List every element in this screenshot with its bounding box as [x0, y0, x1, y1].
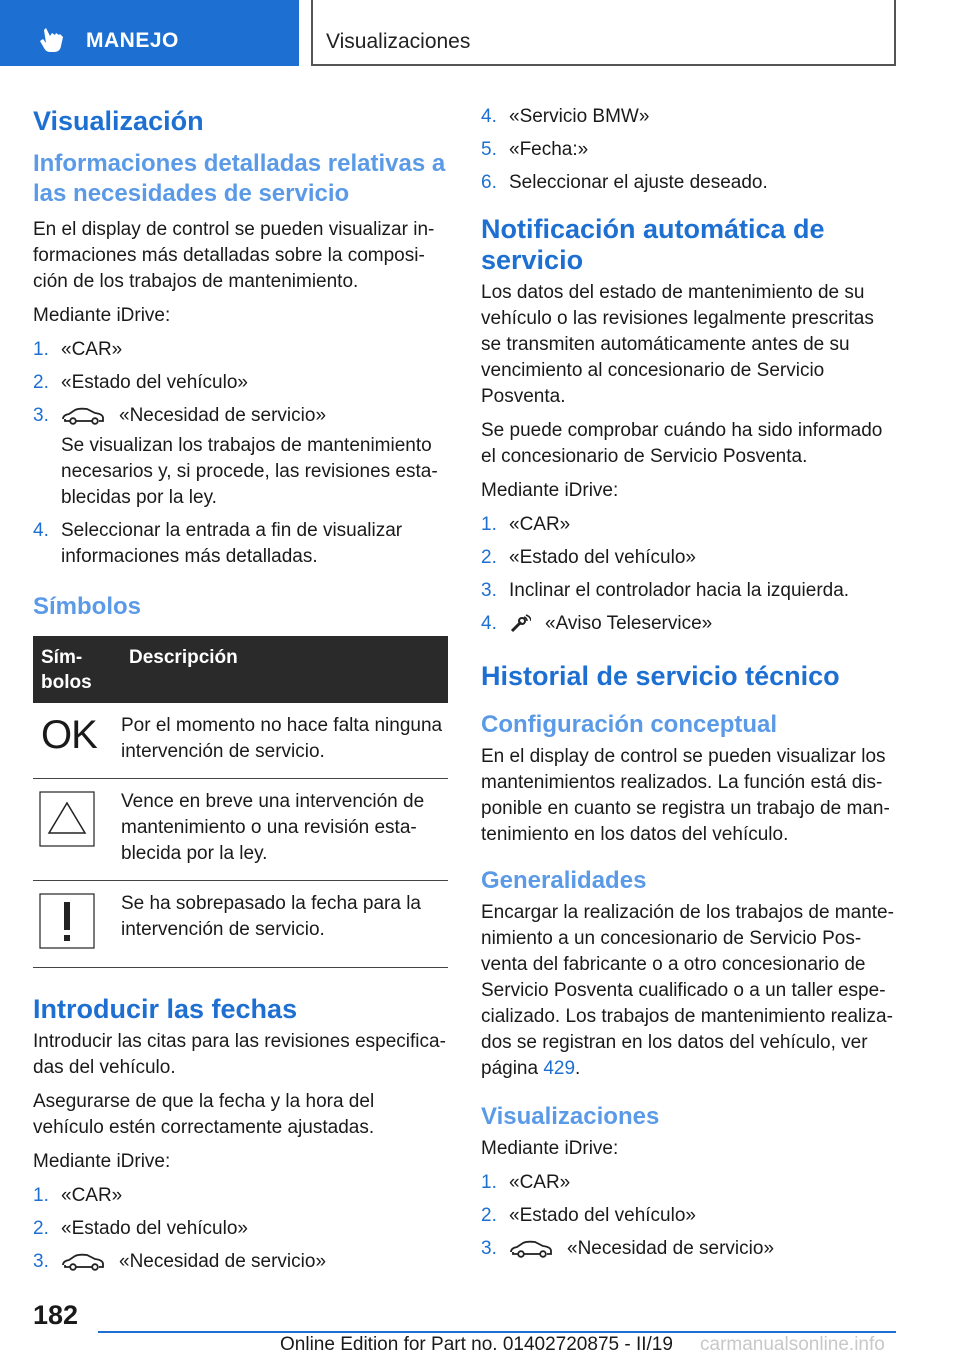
warning-triangle-icon	[39, 791, 95, 847]
wrench-signal-icon	[509, 614, 531, 634]
footer-watermark: carmanualsonline.info	[700, 1334, 885, 1355]
list-item: 4. Seleccionar la entrada a fin de visualizar informaciones más detalladas.	[33, 520, 403, 567]
heading-notificacion: Notificación automática de servicio	[481, 214, 825, 275]
steps-list-cont	[481, 104, 896, 196]
symbols-table	[33, 636, 448, 968]
column-header: Descripción	[121, 636, 448, 703]
footer-divider	[98, 1331, 896, 1333]
list-item: 4. «Servicio BMW»	[481, 106, 650, 127]
heading-visualizaciones: Visualizaciones	[481, 1103, 660, 1130]
page-link[interactable]: 429	[543, 1058, 576, 1079]
list-item: 2. «Estado del vehículo»	[481, 1205, 696, 1226]
heading-historial: Historial de servicio técnico	[481, 661, 840, 691]
paragraph-notificacion-2: Se puede comprobar cuándo ha sido informado el concesionario de Servicio Posventa.	[481, 420, 883, 467]
footer-edition: Online Edition for Part no. 01402720875 - II/19	[280, 1334, 673, 1355]
table-row: OK Por el momento no hace falta ninguna intervención de servicio.	[33, 703, 448, 779]
list-item: 6. Seleccionar el ajuste deseado.	[481, 172, 768, 193]
heading-introducir: Introducir las fechas	[33, 994, 298, 1024]
ok-symbol: OK	[41, 713, 97, 757]
list-item: 2. «Estado del vehículo»	[33, 1218, 248, 1239]
heading-simbolos: Símbolos	[33, 593, 142, 620]
paragraph-introducir-1: Introducir las citas para las revisiones especificadas del vehículo.	[33, 1031, 446, 1078]
list-item: 3. «Necesidad de servicio»	[33, 1251, 327, 1272]
table-row: Se ha sobrepasado la fecha para la intervención de servicio.	[33, 881, 448, 968]
column-header: Sím-bolos	[33, 636, 121, 703]
heading-generalidades: Generalidades	[481, 867, 647, 894]
page-title-box	[311, 0, 896, 66]
page-header	[0, 0, 960, 66]
list-item: 3. «Necesidad de servicio»	[481, 1238, 775, 1259]
paragraph-notificacion-1: Los datos del estado de mantenimiento de su vehículo o las revisiones legalmente prescritas se transmiten automáticamente antes de su vencimiento al concesionario de Servicio Posventa.	[481, 282, 874, 407]
list-item: 5. «Fecha:»	[481, 139, 589, 160]
car-service-icon	[61, 407, 105, 425]
paragraph-generalidades: Encargar la realización de los trabajos de mantenimiento a un concesionario de Servicio Posventa del fabricante o a otro concesionario de Servicio Posventa cualificado o a un taller especializado. Los trabajos de mantenimiento realizados se registran en los datos del vehículo, ver página 429.	[481, 902, 894, 1079]
list-item: 3. «Necesidad de servicio» Se visualizan los trabajos de mantenimiento necesarios y, si procede, las revisiones establecidas por la ley.	[33, 405, 438, 508]
list-item: 4. «Aviso Teleservice»	[481, 613, 713, 634]
list-item: 1. «CAR»	[481, 514, 571, 535]
heading-visualizacion: Visualización	[33, 106, 204, 136]
section-tab[interactable]	[0, 0, 299, 66]
paragraph-introducir-2: Asegurarse de que la fecha y la hora del vehículo estén correctamente ajustadas.	[33, 1091, 375, 1138]
mediante-idrive-4: Mediante iDrive:	[481, 1138, 619, 1159]
heading-informaciones: Informaciones detalladas relativas a las necesidades de servicio	[33, 150, 446, 207]
car-service-icon	[509, 1240, 553, 1258]
list-item: 1. «CAR»	[33, 1185, 123, 1206]
mediante-idrive: Mediante iDrive:	[33, 305, 171, 326]
hand-pointer-icon	[38, 26, 66, 54]
right-column	[481, 98, 896, 1269]
steps-list-3	[481, 512, 896, 637]
section-label: MANEJO	[86, 29, 179, 52]
list-item: 1. «CAR»	[481, 1172, 571, 1193]
heading-configuracion: Configuración conceptual	[481, 711, 778, 738]
page-title: Visualizaciones	[326, 30, 471, 53]
paragraph-configuracion: En el display de control se pueden visualizar los mantenimientos realizados. La función está disponible en cuanto se registra un trabajo de mantenimiento en los datos del vehículo.	[481, 746, 890, 845]
list-item: 2. «Estado del vehículo»	[33, 372, 248, 393]
car-service-icon	[61, 1253, 105, 1271]
left-column	[33, 98, 448, 1282]
mediante-idrive-3: Mediante iDrive:	[481, 480, 619, 501]
steps-list-2	[33, 1183, 448, 1275]
exclamation-icon	[39, 893, 95, 949]
page-number: 182	[33, 1300, 79, 1330]
list-item: 3. Inclinar el controlador hacia la izquierda.	[481, 580, 850, 601]
table-row: Vence en breve una intervención de mantenimiento o una revisión establecida por la ley.	[33, 779, 448, 881]
steps-list-4	[481, 1170, 896, 1262]
list-item: 2. «Estado del vehículo»	[481, 547, 696, 568]
list-item: 1. «CAR»	[33, 339, 123, 360]
steps-list-1	[33, 337, 448, 570]
mediante-idrive-2: Mediante iDrive:	[33, 1151, 171, 1172]
paragraph-informaciones: En el display de control se pueden visualizar informaciones más detalladas sobre la composición de los trabajos de mantenimiento.	[33, 219, 435, 292]
table-header-row	[33, 636, 448, 703]
